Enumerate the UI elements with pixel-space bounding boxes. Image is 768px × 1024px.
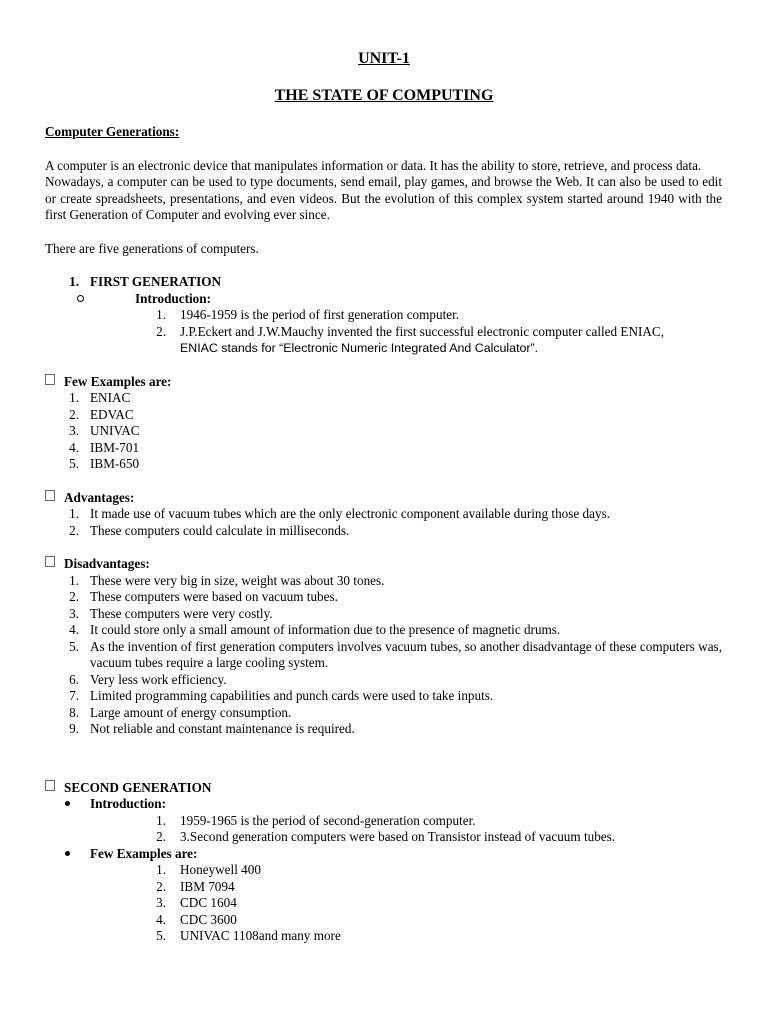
circle-bullet-icon bbox=[45, 291, 115, 308]
list-item: 1. It made use of vacuum tubes which are the only electronic component available during those days. bbox=[69, 506, 611, 521]
list-item: 1. Honeywell 400 bbox=[156, 862, 261, 877]
list-item: 5. UNIVAC 1108and many more bbox=[156, 928, 341, 943]
list-item: 6. Very less work efficiency. bbox=[69, 671, 227, 687]
bullet-icon bbox=[45, 796, 90, 813]
list-item: 9. Not reliable and constant maintenance is required. bbox=[69, 721, 355, 736]
five-generations-text: There are five generations of computers. bbox=[45, 240, 259, 256]
list-item: 3. UNIVAC bbox=[69, 423, 140, 438]
list-item: 4. It could store only a small amount of information due to the presence of magnetic drums. bbox=[69, 622, 561, 637]
list-item: 2. EDVAC bbox=[69, 406, 134, 422]
first-gen-examples-label: Few Examples are: bbox=[45, 374, 722, 391]
list-item: 3. CDC 1604 bbox=[156, 895, 237, 910]
second-generation-heading: SECOND GENERATION bbox=[45, 780, 722, 797]
list-item: 1. These were very big in size, weight was about 30 tones. bbox=[69, 572, 385, 588]
checkbox-icon bbox=[45, 490, 55, 501]
list-item: 5. As the invention of first generation computers involves vacuum tubes, so another disadvantage of these computers was, vacuum tubes require a large cooling system. bbox=[69, 638, 722, 670]
intro-paragraph-1: A computer is an electronic device that manipulates information or data. It has the ability to store, retrieve, and process data. bbox=[45, 157, 702, 173]
checkbox-icon bbox=[45, 780, 55, 791]
list-item: 2. J.P.Eckert and J.W.Mauchy invented the first successful electronic computer called ENIAC, bbox=[156, 323, 665, 339]
eniac-note: ENIAC stands for “Electronic Numeric Integrated And Calculator”. bbox=[180, 341, 539, 355]
list-item: 1. ENIAC bbox=[69, 390, 131, 405]
checkbox-icon bbox=[45, 556, 55, 567]
list-item: 2. These computers could calculate in milliseconds. bbox=[69, 522, 350, 538]
list-item: 4. CDC 3600 bbox=[156, 911, 237, 927]
list-item: 3. These computers were very costly. bbox=[69, 605, 273, 621]
list-item: 7. Limited programming capabilities and punch cards were used to take inputs. bbox=[69, 688, 494, 703]
list-item: 2. 3.Second generation computers were based on Transistor instead of vacuum tubes. bbox=[156, 829, 616, 844]
document-body bbox=[45, 124, 722, 945]
list-item: 1. 1946-1959 is the period of first generation computer. bbox=[156, 307, 460, 322]
unit-title: UNIT-1 bbox=[358, 50, 410, 67]
first-gen-intro-label: Introduction: bbox=[45, 291, 722, 308]
second-gen-intro-label: Introduction: bbox=[45, 796, 722, 813]
list-item: 2. These computers were based on vacuum tubes. bbox=[69, 589, 338, 604]
intro-paragraph-2: Nowadays, a computer can be used to type documents, send email, play games, and browse the Web. It can also be used to edit or create spreadsheets, presentations, and even videos. But the evolution of this complex system started around 1940 with the first Generation of Computer and evolving ever since. bbox=[45, 174, 722, 222]
list-item: 8. Large amount of energy consumption. bbox=[69, 704, 292, 720]
list-item: 5. IBM-650 bbox=[69, 456, 140, 471]
checkbox-icon bbox=[45, 374, 55, 385]
disadvantages-label: Disadvantages: bbox=[45, 556, 722, 573]
list-item: 2. IBM 7094 bbox=[156, 878, 235, 894]
advantages-label: Advantages: bbox=[45, 490, 722, 507]
first-generation-heading: 1. FIRST GENERATION bbox=[69, 274, 222, 289]
section-title: Computer Generations: bbox=[45, 124, 180, 139]
chapter-title: THE STATE OF COMPUTING bbox=[274, 87, 494, 104]
bullet-icon bbox=[45, 846, 90, 863]
second-gen-examples-label: Few Examples are: bbox=[45, 846, 722, 863]
list-item: 1. 1959-1965 is the period of second-generation computer. bbox=[156, 812, 476, 828]
list-item: 4. IBM-701 bbox=[69, 439, 140, 455]
